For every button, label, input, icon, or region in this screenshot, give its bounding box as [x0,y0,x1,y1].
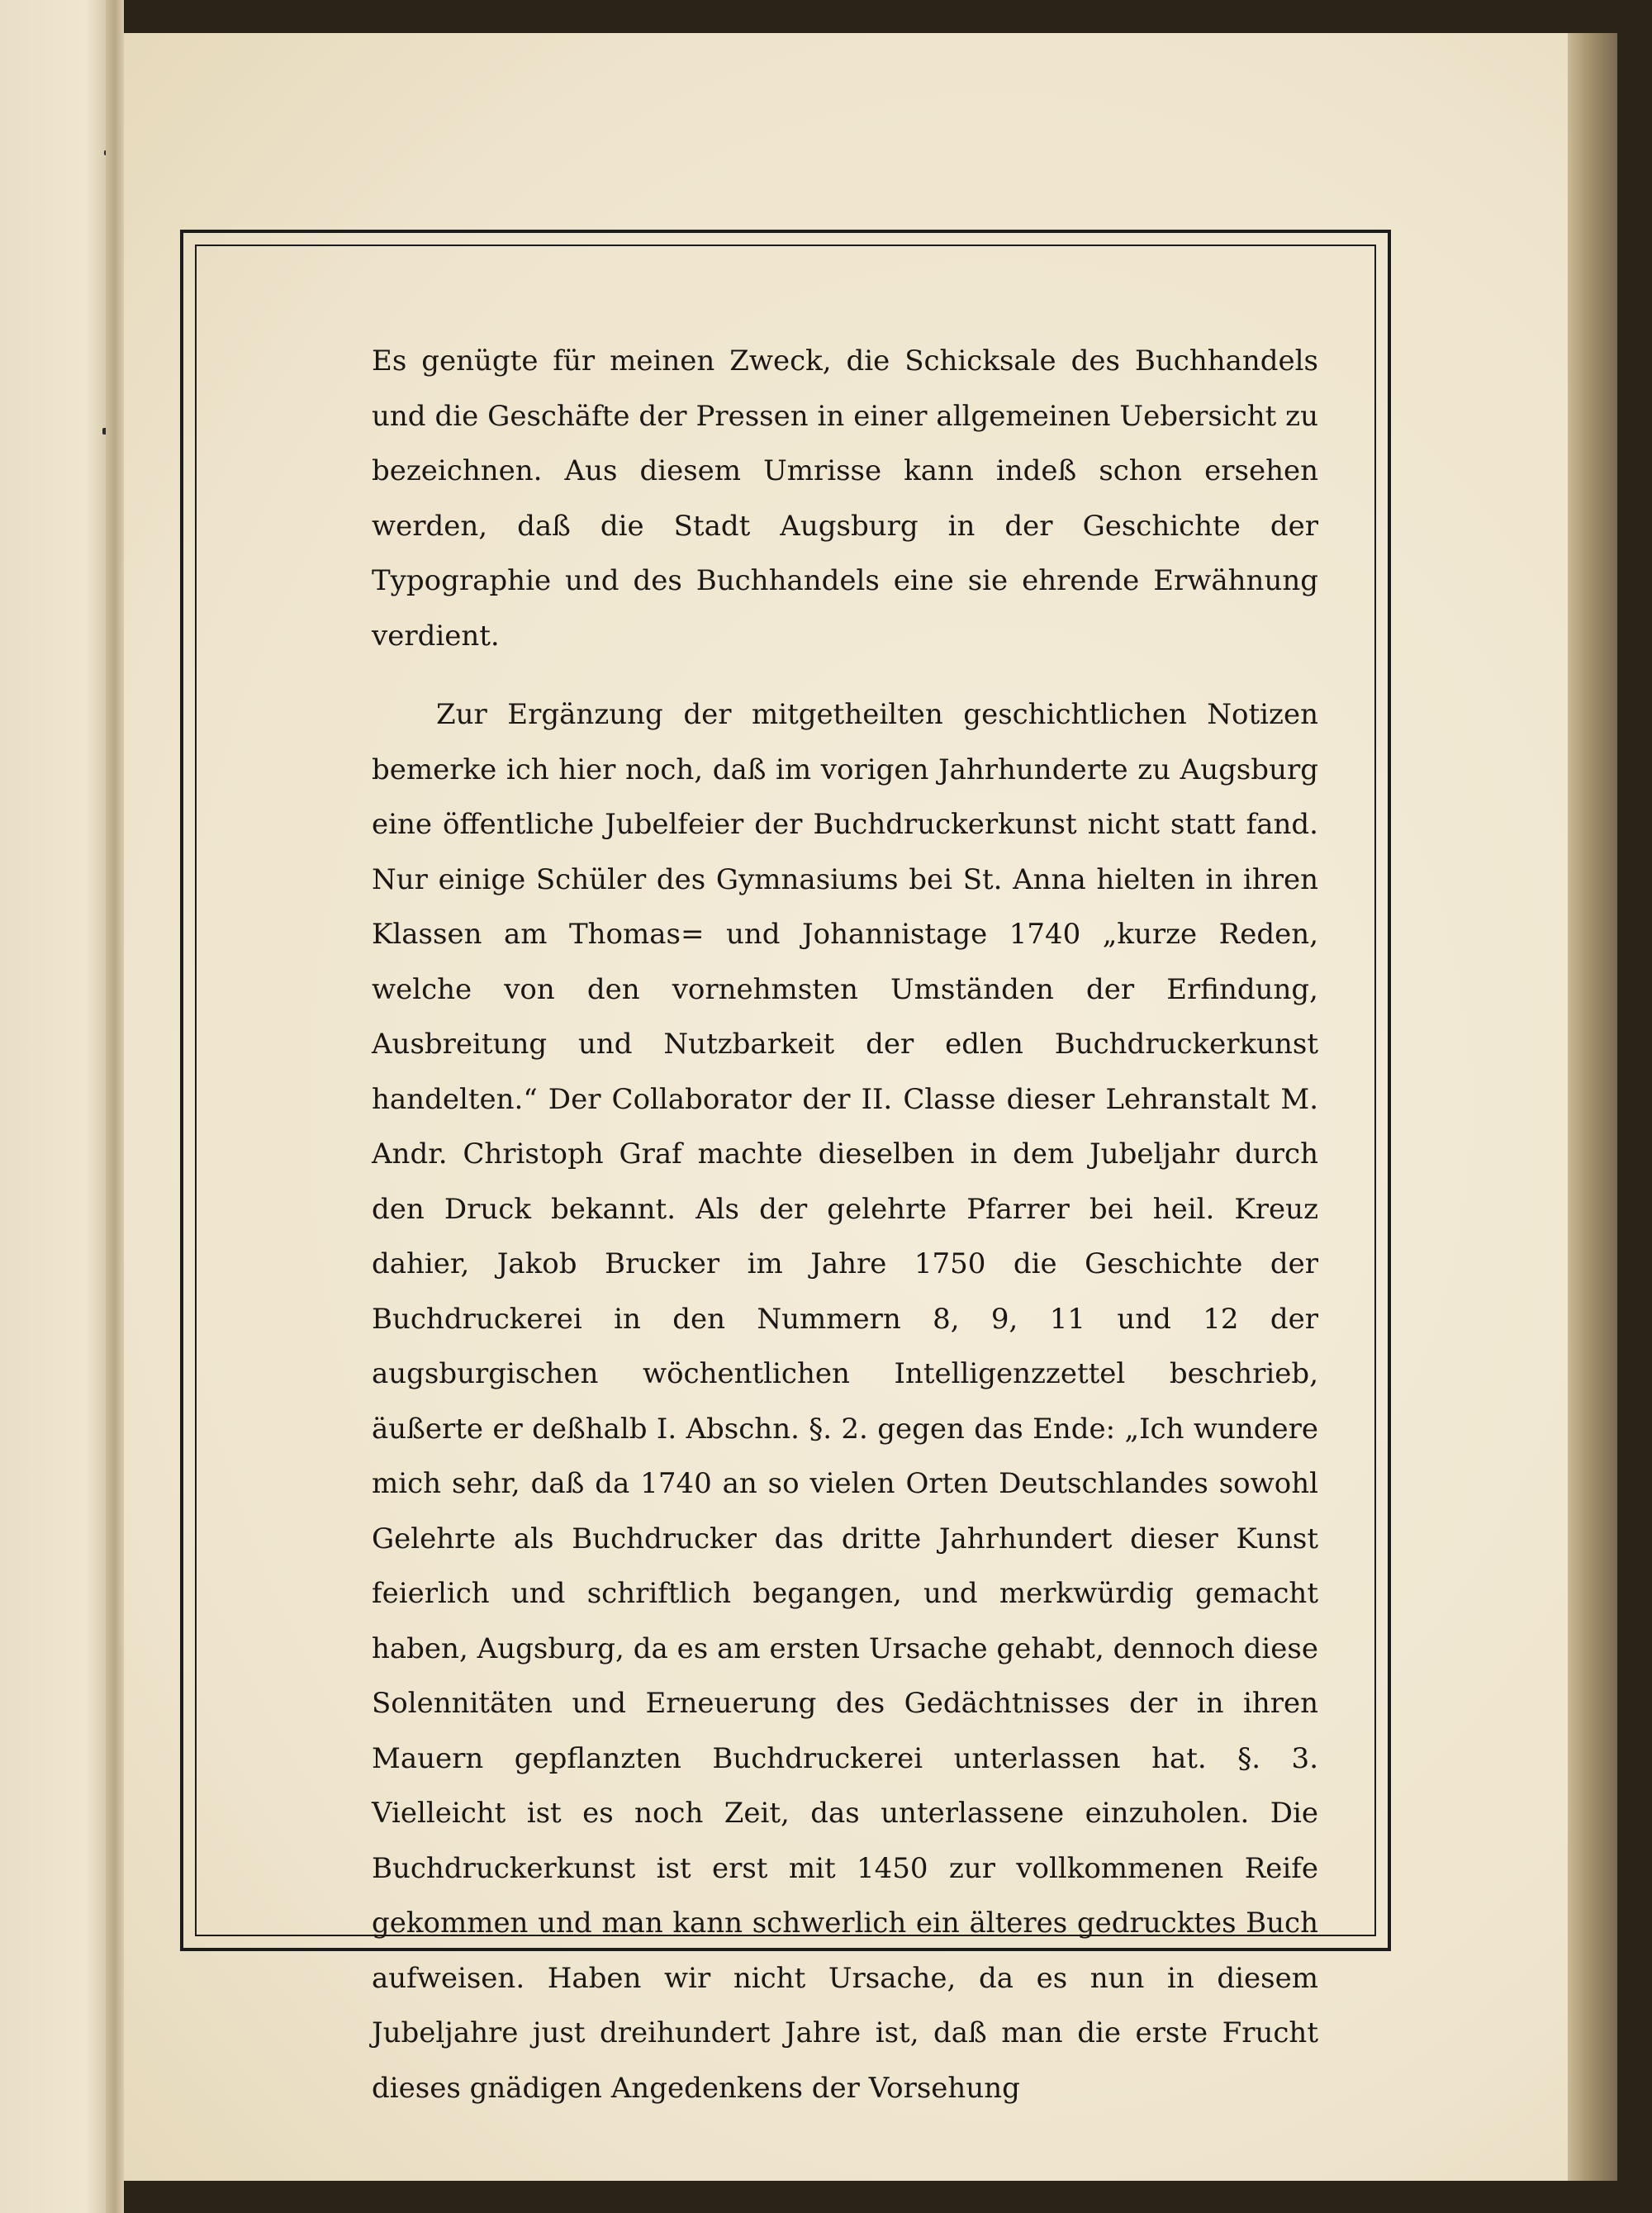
page-edge [1568,33,1617,2181]
book-gutter [106,0,124,2213]
left-page [0,0,106,2213]
page-text [372,334,1318,2116]
paragraph: Zur Ergänzung der mitgetheilten geschichtlichen Notizen bemerke ich hier noch, daß im vorigen Jahrhunderte zu Augsburg eine öffentliche Jubelfeier der Buchdruckerkunst nicht statt fand. Nur einige Schüler des Gymnasiums bei St. Anna hielten in ihren Klassen am Thomas= und Johannistage 1740 „kurze Reden, welche von den vornehmsten Umständen der Erfindung, Ausbreitung und Nutzbarkeit der edlen Buchdruckerkunst handelten.“ Der Collaborator der II. Classe dieser Lehranstalt M. Andr. Christoph Graf machte dieselben in dem Jubeljahr durch den Druck bekannt. Als der gelehrte Pfarrer bei heil. Kreuz dahier, Jakob Brucker im Jahre 1750 die Geschichte der Buchdruckerei in den Nummern 8, 9, 11 und 12 der augsburgischen wöchentlichen Intelligenzzettel beschrieb, äußerte er deßhalb I. Abschn. §. 2. gegen das Ende: „Ich wundere mich sehr, daß da 1740 an so vielen Orten Deutschlandes sowohl Gelehrte als Buchdrucker das dritte Jahrhundert dieser Kunst feierlich und schriftlich begangen, und merkwürdig gemacht haben, Augsburg, da es am ersten Ursache gehabt, dennoch diese Solennitäten und Erneuerung des Gedächtnisses der in ihren Mauern gepflanzten Buchdruckerei unterlassen hat. §. 3. Vielleicht ist es noch Zeit, das unterlassene einzuholen. Die Buchdruckerkunst ist erst mit 1450 zur vollkommenen Reife gekommen und man kann schwerlich ein älteres gedrucktes Buch aufweisen. Haben wir nicht Ursache, da es nun in diesem Jubeljahre just dreihundert Jahre ist, daß man die erste Frucht dieses gnädigen Angedenkens der Vorsehung [372,698,1318,2105]
paragraph: Es genügte für meinen Zweck, die Schicksale des Buchhandels und die Geschäfte der Pressen in einer allgemeinen Uebersicht zu bezeichnen. Aus diesem Umrisse kann indeß schon ersehen werden, daß die Stadt Augsburg in der Geschichte der Typographie und des Buchhandels eine sie ehrende Erwähnung verdient. [372,344,1318,653]
